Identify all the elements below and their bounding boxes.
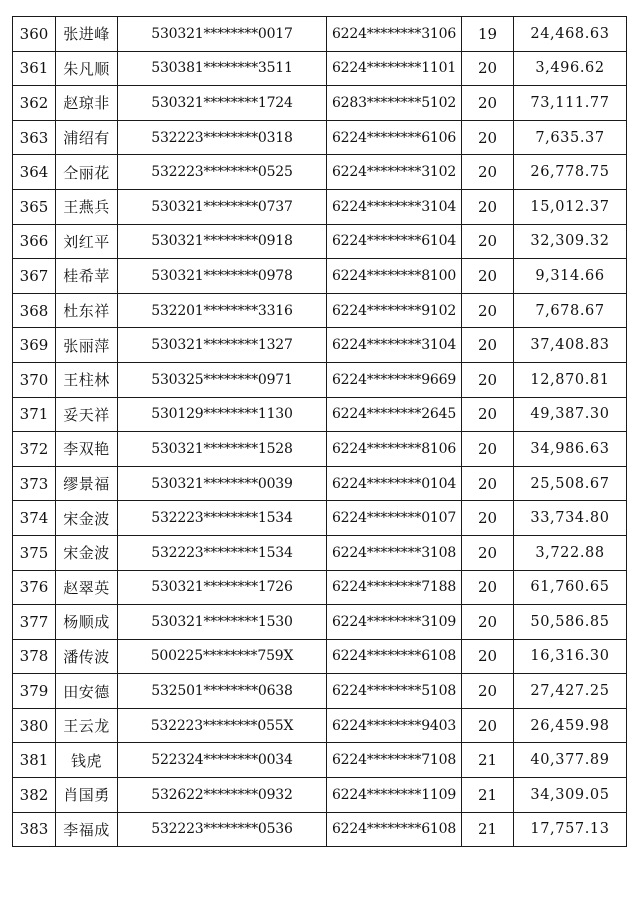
amount-value: 7,678.67: [514, 293, 627, 328]
amount-value: 3,722.88: [514, 535, 627, 570]
bank-card-number: 6224********3102: [327, 155, 462, 190]
id-number: 530321********1724: [118, 86, 327, 121]
row-number: 364: [13, 155, 56, 190]
table-row: [13, 708, 627, 743]
bank-card-number: 6224********6108: [327, 812, 462, 847]
id-number: 530321********0017: [118, 17, 327, 52]
amount-value: 15,012.37: [514, 189, 627, 224]
person-name: 宋金波: [56, 535, 118, 570]
row-number: 379: [13, 674, 56, 709]
count-value: 21: [462, 812, 514, 847]
table-body: [13, 17, 627, 847]
bank-card-number: 6224********1101: [327, 51, 462, 86]
table-row: [13, 570, 627, 605]
row-number: 375: [13, 535, 56, 570]
id-number: 532223********1534: [118, 535, 327, 570]
bank-card-number: 6224********3109: [327, 605, 462, 640]
amount-value: 26,778.75: [514, 155, 627, 190]
bank-card-number: 6224********8106: [327, 432, 462, 467]
count-value: 20: [462, 432, 514, 467]
person-name: 赵琼非: [56, 86, 118, 121]
count-value: 20: [462, 189, 514, 224]
person-name: 刘红平: [56, 224, 118, 259]
bank-card-number: 6224********6108: [327, 639, 462, 674]
amount-value: 49,387.30: [514, 397, 627, 432]
person-name: 张丽萍: [56, 328, 118, 363]
table-row: [13, 293, 627, 328]
row-number: 381: [13, 743, 56, 778]
person-name: 李双艳: [56, 432, 118, 467]
row-number: 371: [13, 397, 56, 432]
count-value: 20: [462, 708, 514, 743]
table-row: [13, 432, 627, 467]
amount-value: 27,427.25: [514, 674, 627, 709]
bank-card-number: 6224********8100: [327, 259, 462, 294]
id-number: 532223********0318: [118, 120, 327, 155]
bank-card-number: 6224********3106: [327, 17, 462, 52]
bank-card-number: 6224********1109: [327, 778, 462, 813]
bank-card-number: 6224********6106: [327, 120, 462, 155]
count-value: 20: [462, 328, 514, 363]
row-number: 383: [13, 812, 56, 847]
person-name: 缪景福: [56, 466, 118, 501]
table-row: [13, 189, 627, 224]
amount-value: 9,314.66: [514, 259, 627, 294]
row-number: 378: [13, 639, 56, 674]
table-row: [13, 120, 627, 155]
table-row: [13, 86, 627, 121]
table-row: [13, 17, 627, 52]
table-row: [13, 224, 627, 259]
amount-value: 61,760.65: [514, 570, 627, 605]
count-value: 20: [462, 466, 514, 501]
count-value: 20: [462, 120, 514, 155]
row-number: 368: [13, 293, 56, 328]
id-number: 530325********0971: [118, 362, 327, 397]
row-number: 369: [13, 328, 56, 363]
person-name: 王柱林: [56, 362, 118, 397]
count-value: 20: [462, 155, 514, 190]
row-number: 362: [13, 86, 56, 121]
person-name: 杨顺成: [56, 605, 118, 640]
count-value: 20: [462, 224, 514, 259]
person-name: 妥天祥: [56, 397, 118, 432]
table-row: [13, 51, 627, 86]
count-value: 20: [462, 570, 514, 605]
id-number: 530321********1528: [118, 432, 327, 467]
id-number: 500225********759X: [118, 639, 327, 674]
count-value: 20: [462, 293, 514, 328]
bank-card-number: 6224********3104: [327, 328, 462, 363]
id-number: 532201********3316: [118, 293, 327, 328]
table-row: [13, 778, 627, 813]
amount-value: 34,986.63: [514, 432, 627, 467]
person-name: 肖国勇: [56, 778, 118, 813]
id-number: 530321********1530: [118, 605, 327, 640]
id-number: 530129********1130: [118, 397, 327, 432]
amount-value: 40,377.89: [514, 743, 627, 778]
count-value: 21: [462, 743, 514, 778]
bank-card-number: 6224********5108: [327, 674, 462, 709]
bank-card-number: 6224********9669: [327, 362, 462, 397]
table-row: [13, 466, 627, 501]
id-number: 530321********0978: [118, 259, 327, 294]
id-number: 530321********1726: [118, 570, 327, 605]
id-number: 532223********0525: [118, 155, 327, 190]
row-number: 366: [13, 224, 56, 259]
id-number: 530321********0918: [118, 224, 327, 259]
count-value: 20: [462, 259, 514, 294]
amount-value: 17,757.13: [514, 812, 627, 847]
amount-value: 25,508.67: [514, 466, 627, 501]
row-number: 373: [13, 466, 56, 501]
person-name: 王云龙: [56, 708, 118, 743]
table-row: [13, 743, 627, 778]
id-number: 530321********0039: [118, 466, 327, 501]
person-name: 赵翠英: [56, 570, 118, 605]
id-number: 532622********0932: [118, 778, 327, 813]
row-number: 377: [13, 605, 56, 640]
person-name: 杜东祥: [56, 293, 118, 328]
bank-card-number: 6224********9102: [327, 293, 462, 328]
count-value: 20: [462, 51, 514, 86]
person-name: 张进峰: [56, 17, 118, 52]
count-value: 20: [462, 397, 514, 432]
row-number: 363: [13, 120, 56, 155]
person-name: 桂希苹: [56, 259, 118, 294]
table-row: [13, 605, 627, 640]
count-value: 20: [462, 674, 514, 709]
amount-value: 50,586.85: [514, 605, 627, 640]
count-value: 20: [462, 86, 514, 121]
amount-value: 3,496.62: [514, 51, 627, 86]
bank-card-number: 6224********3108: [327, 535, 462, 570]
table-row: [13, 328, 627, 363]
document-page: [12, 16, 626, 847]
id-number: 530321********1327: [118, 328, 327, 363]
amount-value: 16,316.30: [514, 639, 627, 674]
count-value: 21: [462, 778, 514, 813]
bank-card-number: 6283********5102: [327, 86, 462, 121]
bank-card-number: 6224********0107: [327, 501, 462, 536]
person-name: 田安德: [56, 674, 118, 709]
table-row: [13, 812, 627, 847]
row-number: 360: [13, 17, 56, 52]
table-row: [13, 397, 627, 432]
amount-value: 32,309.32: [514, 224, 627, 259]
amount-value: 26,459.98: [514, 708, 627, 743]
count-value: 20: [462, 639, 514, 674]
table-row: [13, 362, 627, 397]
person-name: 钱虎: [56, 743, 118, 778]
row-number: 372: [13, 432, 56, 467]
count-value: 20: [462, 605, 514, 640]
bank-card-number: 6224********9403: [327, 708, 462, 743]
person-name: 朱凡顺: [56, 51, 118, 86]
count-value: 19: [462, 17, 514, 52]
id-number: 530381********3511: [118, 51, 327, 86]
row-number: 361: [13, 51, 56, 86]
person-name: 仝丽花: [56, 155, 118, 190]
bank-card-number: 6224********7108: [327, 743, 462, 778]
table-row: [13, 639, 627, 674]
table-row: [13, 674, 627, 709]
id-number: 532223********0536: [118, 812, 327, 847]
bank-card-number: 6224********7188: [327, 570, 462, 605]
row-number: 367: [13, 259, 56, 294]
person-name: 浦绍有: [56, 120, 118, 155]
bank-card-number: 6224********3104: [327, 189, 462, 224]
amount-value: 7,635.37: [514, 120, 627, 155]
count-value: 20: [462, 535, 514, 570]
id-number: 530321********0737: [118, 189, 327, 224]
bank-card-number: 6224********0104: [327, 466, 462, 501]
amount-value: 12,870.81: [514, 362, 627, 397]
row-number: 380: [13, 708, 56, 743]
table-row: [13, 155, 627, 190]
table-row: [13, 535, 627, 570]
count-value: 20: [462, 501, 514, 536]
person-name: 潘传波: [56, 639, 118, 674]
table-row: [13, 259, 627, 294]
amount-value: 73,111.77: [514, 86, 627, 121]
person-name: 王燕兵: [56, 189, 118, 224]
amount-value: 34,309.05: [514, 778, 627, 813]
person-name: 宋金波: [56, 501, 118, 536]
id-number: 532223********055X: [118, 708, 327, 743]
row-number: 374: [13, 501, 56, 536]
count-value: 20: [462, 362, 514, 397]
row-number: 376: [13, 570, 56, 605]
amount-value: 24,468.63: [514, 17, 627, 52]
person-name: 李福成: [56, 812, 118, 847]
amount-value: 33,734.80: [514, 501, 627, 536]
row-number: 370: [13, 362, 56, 397]
id-number: 522324********0034: [118, 743, 327, 778]
payment-table: [12, 16, 627, 847]
table-row: [13, 501, 627, 536]
row-number: 382: [13, 778, 56, 813]
row-number: 365: [13, 189, 56, 224]
id-number: 532501********0638: [118, 674, 327, 709]
id-number: 532223********1534: [118, 501, 327, 536]
bank-card-number: 6224********6104: [327, 224, 462, 259]
bank-card-number: 6224********2645: [327, 397, 462, 432]
amount-value: 37,408.83: [514, 328, 627, 363]
